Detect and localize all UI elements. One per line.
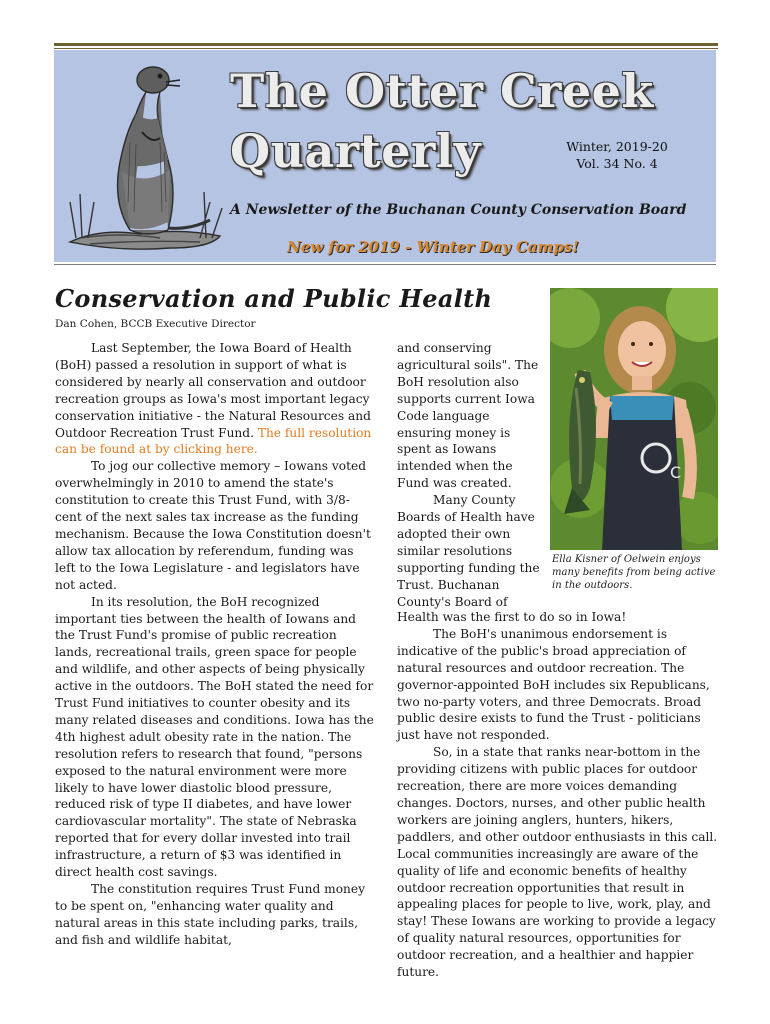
full-resolution-link[interactable]: The full resolution can be found at by clicking here. xyxy=(55,425,372,457)
paragraph: The constitution requires Trust Fund money to be spent on, "enhancing water quality and natural areas in this state including parks, trails, and fish and wildlife habitat, xyxy=(55,882,365,947)
newsletter-title-line1: The Otter Creek xyxy=(230,64,654,118)
paragraph: Many County Boards of Health have adopted their own similar resolutions supporting funding the Trust. Buchanan County's Board of xyxy=(397,493,540,609)
paragraph: Health was the first to do so in Iowa! xyxy=(397,610,627,624)
masthead xyxy=(54,50,716,262)
photo-caption: Ella Kisner of Oelwein enjoys many benefits from being active in the outdoors. xyxy=(552,554,716,591)
paragraph: To jog our collective memory – Iowans voted overwhelmingly in 2010 to amend the state's constitution to create this Trust Fund, with 3/8-cent of the next sales tax increase as the funding mechanism. Because the Iowa Constitution doesn't allow tax allocation by referendum, funding was left to the Iowa Legislature - and legislators have not acted. xyxy=(55,459,371,592)
issue-info xyxy=(542,138,692,172)
article-title: Conservation and Public Health xyxy=(55,284,493,313)
article-column-middle xyxy=(397,340,543,611)
otter-illustration xyxy=(60,52,228,257)
issue-date: Winter, 2019-20 xyxy=(566,139,668,154)
article-byline: Dan Cohen, BCCB Executive Director xyxy=(55,318,256,330)
paragraph xyxy=(55,340,375,458)
winter-day-camps-banner[interactable]: New for 2019 - Winter Day Camps! xyxy=(287,238,579,256)
paragraph: So, in a state that ranks near-bottom in the providing citizens with public places for outdoor recreation, there are more voices demanding changes. Doctors, nurses, and other public health workers are joining anglers, hunters, hikers, paddlers, and other outdoor enthusiasts in this call. Local communities increasingly are aware of the quality of life and economic benefits of healthy outdoor recreation opportunities that result in appealing places for people to live, work, play, and stay! These Iowans are working to provide a legacy of quality natural resources, opportunities for outdoor recreation, and a healthier and happier future. xyxy=(397,745,718,980)
newsletter-title-line2: Quarterly xyxy=(230,124,482,178)
tagline: A Newsletter of the Buchanan County Conservation Board xyxy=(230,202,687,218)
paragraph-text: Last September, the Iowa Board of Health (BoH) passed a resolution in support of what is considered by nearly all conservation and outdoor recreation groups as Iowa's most important legacy conservation initiative - the Natural Resources and Outdoor Recreation Trust Fund. xyxy=(55,341,371,440)
tank-top-letter: C xyxy=(670,463,682,482)
girl-with-fish-photo xyxy=(550,288,718,550)
paragraph: and conserving agricultural soils". The BoH resolution also supports current Iowa Code language ensuring money is spent as Iowans intended when the Fund was created. xyxy=(397,341,539,491)
issue-volume: Vol. 34 No. 4 xyxy=(576,156,658,171)
article-column-right xyxy=(397,609,719,981)
top-rule-thin xyxy=(54,48,718,49)
paragraph: The BoH's unanimous endorsement is indicative of the public's broad appreciation of natural resources and outdoor recreation. The governor-appointed BoH includes six Republicans, two no-party voters, and three Democrats. Broad public desire exists to fund the Trust - politicians just have not responded. xyxy=(397,626,710,743)
paragraph: In its resolution, the BoH recognized important ties between the health of Iowans and the Trust Fund's promise of public recreation lands, recreational trails, green space for people and wildlife, and other aspects of being physically active in the outdoors. The BoH stated the need for Trust Fund initiatives to counter obesity and its many related diseases and conditions. Iowa has the 4th highest adult obesity rate in the nation. The resolution refers to research that found, "persons exposed to the natural environment were more likely to have lower diastolic blood pressure, reduced risk of type II diabetes, and have lower cardiovascular mortality". The state of Nebraska reported that for every dollar invested into trail infrastructure, a return of $3 was identified in direct health cost savings. xyxy=(55,594,374,880)
article-column-left xyxy=(55,340,375,949)
masthead-bottom-rule xyxy=(54,264,716,265)
top-rule-thick xyxy=(54,43,718,46)
